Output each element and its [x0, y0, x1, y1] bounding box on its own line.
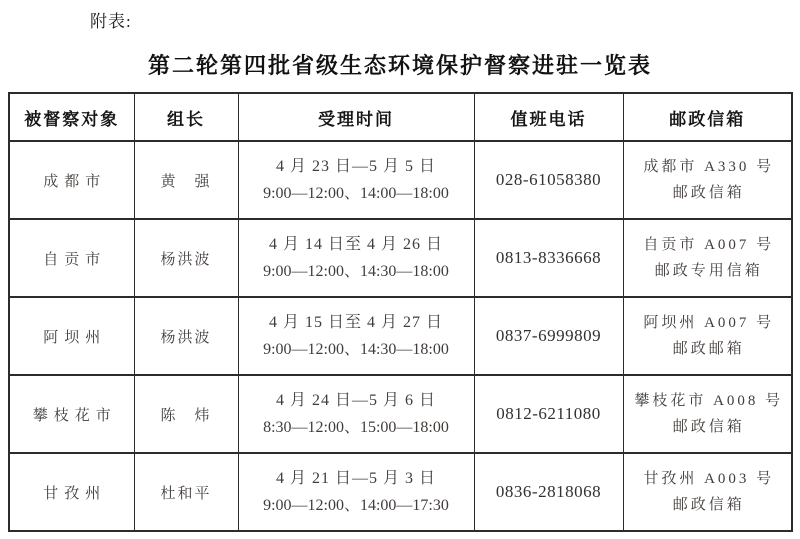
table-row — [9, 141, 792, 219]
cell-target: 阿坝州 — [9, 297, 134, 375]
time-date-range: 4 月 21 日—5 月 3 日 — [275, 470, 436, 487]
cell-phone: 0812-6211080 — [474, 375, 623, 453]
cell-target: 甘孜州 — [9, 453, 134, 531]
cell-leader: 黄 强 — [134, 141, 238, 219]
time-date-range: 4 月 15 日至 4 月 27 日 — [268, 314, 443, 331]
time-hours: 9:00—12:00、14:30—18:00 — [263, 341, 449, 358]
table-header — [9, 93, 792, 141]
attachment-label: 附表: — [90, 12, 132, 31]
mailbox-type: 邮政专用信箱 — [654, 263, 763, 279]
time-hours: 8:30—12:00、15:00—18:00 — [263, 419, 449, 436]
mailbox-address: 甘孜州 A003 号 — [643, 471, 775, 487]
cell-time — [238, 375, 474, 453]
mailbox-address: 成都市 A330 号 — [643, 159, 775, 175]
time-date-range: 4 月 14 日至 4 月 26 日 — [268, 236, 443, 253]
cell-mailbox — [623, 297, 792, 375]
col-header-target: 被督察对象 — [9, 93, 134, 141]
time-date-range: 4 月 23 日—5 月 5 日 — [275, 158, 436, 175]
col-header-leader: 组长 — [134, 93, 238, 141]
cell-leader: 杜和平 — [134, 453, 238, 531]
cell-leader: 杨洪波 — [134, 219, 238, 297]
cell-target: 成都市 — [9, 141, 134, 219]
cell-target: 攀枝花市 — [9, 375, 134, 453]
cell-phone: 0837-6999809 — [474, 297, 623, 375]
cell-leader: 陈 炜 — [134, 375, 238, 453]
cell-target: 自贡市 — [9, 219, 134, 297]
mailbox-type: 邮政信箱 — [672, 419, 745, 435]
cell-time — [238, 219, 474, 297]
cell-mailbox — [623, 219, 792, 297]
table-row — [9, 375, 792, 453]
col-header-time: 受理时间 — [238, 93, 474, 141]
cell-time — [238, 453, 474, 531]
inspection-table — [8, 92, 793, 532]
time-hours: 9:00—12:00、14:30—18:00 — [263, 263, 449, 280]
time-hours: 9:00—12:00、14:00—17:30 — [263, 497, 449, 514]
col-header-phone: 值班电话 — [474, 93, 623, 141]
col-header-mailbox: 邮政信箱 — [623, 93, 792, 141]
cell-mailbox — [623, 141, 792, 219]
cell-leader: 杨洪波 — [134, 297, 238, 375]
table-body — [9, 141, 792, 531]
cell-phone: 0836-2818068 — [474, 453, 623, 531]
table-row — [9, 453, 792, 531]
cell-mailbox — [623, 453, 792, 531]
cell-phone: 028-61058380 — [474, 141, 623, 219]
header-row — [9, 93, 792, 141]
mailbox-address: 自贡市 A007 号 — [643, 237, 775, 253]
time-date-range: 4 月 24 日—5 月 6 日 — [275, 392, 436, 409]
cell-phone: 0813-8336668 — [474, 219, 623, 297]
mailbox-type: 邮政信箱 — [672, 185, 745, 201]
mailbox-address: 攀枝花市 A008 号 — [634, 393, 784, 409]
mailbox-type: 邮政信箱 — [672, 497, 745, 513]
cell-time — [238, 141, 474, 219]
page-title: 第二轮第四批省级生态环境保护督察进驻一览表 — [147, 53, 652, 78]
mailbox-address: 阿坝州 A007 号 — [643, 315, 775, 331]
cell-time — [238, 297, 474, 375]
table-row — [9, 297, 792, 375]
table-row — [9, 219, 792, 297]
mailbox-type: 邮政邮箱 — [672, 341, 745, 357]
cell-mailbox — [623, 375, 792, 453]
time-hours: 9:00—12:00、14:00—18:00 — [263, 185, 449, 202]
